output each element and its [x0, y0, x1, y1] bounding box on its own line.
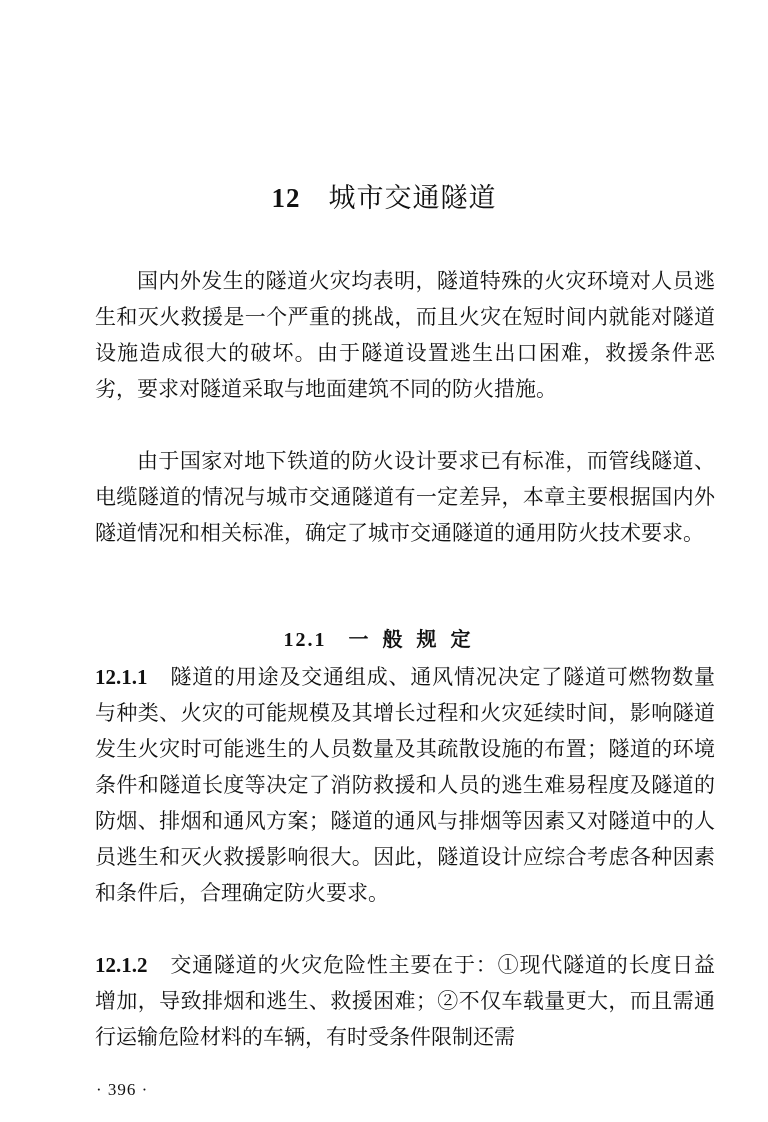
section-name: 一般规定: [348, 626, 485, 651]
clause-number: 12.1.2: [95, 953, 148, 977]
clause-number: 12.1.1: [95, 665, 148, 689]
chapter-number: 12: [271, 183, 301, 214]
page-number: · 396 ·: [96, 1080, 149, 1099]
intro-paragraph: 国内外发生的隧道火灾均表明，隧道特殊的火灾环境对人员逃生和灭火救援是一个严重的挑战，而且火灾在短时间内就能对隧道设施造成很大的破坏。由于隧道设置逃生出口困难，救援条件恶劣，要求对隧道采取与地面建筑不同的防火措施。: [95, 269, 715, 401]
chapter-name: 城市交通隧道: [328, 183, 497, 215]
clause-paragraph: [95, 947, 715, 1055]
clause-text: 隧道的用途及交通组成、通风情况决定了隧道可燃物数量与种类、火灾的可能规模及其增长过程和火灾延续时间，影响隧道发生火灾时可能逃生的人员数量及其疏散设施的布置；隧道的环境条件和隧道长度等决定了消防救援和人员的逃生难易程度及隧道的防烟、排烟和通风方案；隧道的通风与排烟等因素又对隧道中的人员逃生和灭火救援影响很大。因此，隧道设计应综合考虑各种因素和条件后，合理确定防火要求。: [95, 665, 715, 905]
clause-text: 交通隧道的火灾危险性主要在于：①现代隧道的长度日益增加，导致排烟和逃生、救援困难；②不仅车载量更大，而且需通行运输危险材料的车辆，有时受条件限制还需: [95, 953, 715, 1049]
section-heading: [0, 623, 768, 652]
section-number: 12.1: [283, 628, 327, 651]
chapter-title: [0, 176, 768, 215]
intro-paragraph: 由于国家对地下铁道的防火设计要求已有标准，而管线隧道、电缆隧道的情况与城市交通隧道有一定差异，本章主要根据国内外隧道情况和相关标准，确定了城市交通隧道的通用防火技术要求。: [95, 449, 715, 545]
clause-paragraph: [95, 659, 715, 911]
